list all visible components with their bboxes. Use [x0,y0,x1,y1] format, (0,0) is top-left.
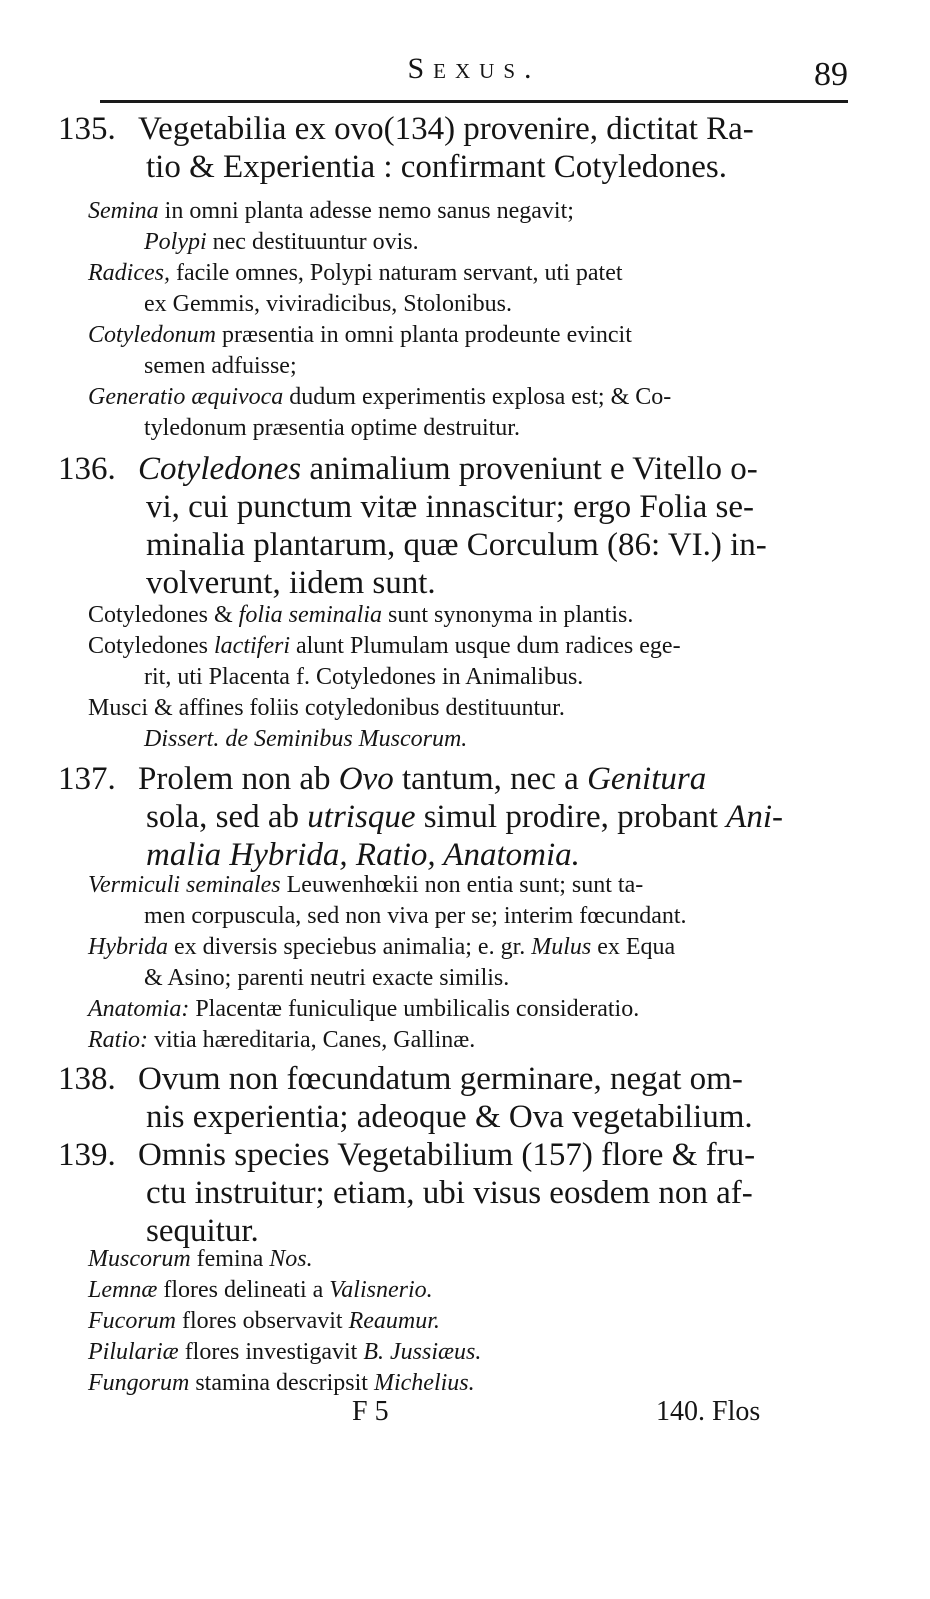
paragraph-term: malia Hybrida, Ratio, Anatomia. [146,837,580,873]
note-text: rit, uti Placenta f. Cotyledones in Animalibus. [144,664,584,690]
note-text: & Asino; parenti neutri exacte similis. [144,965,510,991]
paragraph-number: 135. [58,111,116,147]
note-term: Ratio: [88,1027,148,1053]
note-text: men corpuscula, sed non viva per se; interim fœcundant. [144,903,687,929]
note-term: Generatio æquivoca [88,384,284,410]
note-term: folia seminalia [238,602,382,628]
note-term: Polypi [144,229,207,255]
note-139 [88,1244,848,1399]
note-term: Radices, [88,260,170,286]
paragraph-text: animalium proveniunt e Vitello o- [301,451,758,487]
paragraph-term: Cotyledones [138,451,302,487]
paragraph-text: tantum, nec a [393,761,588,797]
paragraph-text: volverunt, iidem sunt. [146,565,436,601]
signature-mark: F 5 [352,1396,389,1427]
note-term: Pilulariæ [88,1339,179,1365]
paragraph-text: tio & Experientia : confirmant Cotyledones. [146,149,728,185]
note-135 [88,196,848,444]
paragraph-text: Vegetabilia ex ovo(134) provenire, dictitat Ra- [138,111,754,147]
note-text: Placentæ funiculique umbilicalis consideratio. [189,996,640,1022]
note-term: Reaumur. [348,1308,440,1334]
paragraph-text: ctu instruitur; etiam, ubi visus eosdem non af- [146,1175,753,1211]
note-text: ex diversis speciebus animalia; e. gr. [168,934,532,960]
paragraph-term: utrisque [307,799,416,835]
note-text: in omni planta adesse nemo sanus negavit; [158,198,574,224]
note-text: nec destituuntur ovis. [206,229,419,255]
paragraph-number: 137. [58,761,116,797]
running-title: Sexus. [407,52,541,85]
paragraph-number: 136. [58,451,116,487]
note-text: alunt Plumulam usque dum radices ege- [289,633,681,659]
note-text: Musci & affines foliis cotyledonibus destituuntur. [88,695,565,721]
paragraph-text: Ovum non fœcundatum germinare, negat om- [138,1061,743,1097]
note-term: Mulus [531,934,592,960]
note-text: ex Gemmis, viviradicibus, Stolonibus. [144,291,512,317]
paragraph-number: 138. [58,1061,116,1097]
paragraph-137 [58,760,853,874]
note-term: Nos. [269,1246,313,1272]
note-text: dudum experimentis explosa est; & Co- [283,384,672,410]
paragraph-text: Omnis species Vegetabilium (157) flore & fru- [138,1137,756,1173]
note-136 [88,600,848,755]
paragraph-text: Prolem non ab [138,761,339,797]
note-137 [88,870,848,1056]
note-text: sunt synonyma in plantis. [382,602,634,628]
note-text: flores observavit [175,1308,349,1334]
note-text: Cotyledones & [88,602,239,628]
note-term: B. Jussiæus. [363,1339,482,1365]
paragraph-term: Genitura [587,761,707,797]
paragraph-138 [58,1060,853,1136]
note-term: Muscorum [88,1246,191,1272]
note-term: Michelius. [373,1370,475,1396]
note-term: Hybrida [88,934,168,960]
paragraph-135 [58,110,853,186]
note-text: Leuwenhœkii non entia sunt; sunt ta- [280,872,644,898]
header-rule [100,100,848,103]
paragraph-text: minalia plantarum, quæ Corculum (86: VI.) in- [146,527,767,563]
note-text: femina [190,1246,270,1272]
note-text: tyledonum præsentia optime destruitur. [144,415,520,441]
note-term: lactiferi [214,633,290,659]
paragraph-text: nis experientia; adeoque & Ova vegetabilium. [146,1099,753,1135]
catchword: 140. Flos [656,1396,761,1427]
note-text: stamina descripsit [189,1370,374,1396]
note-term: Anatomia: [88,996,190,1022]
paragraph-text: vi, cui punctum vitæ innascitur; ergo Folia se- [146,489,754,525]
paragraph-number: 139. [58,1137,116,1173]
note-term: Valisnerio. [329,1277,433,1303]
note-text: vitia hæreditaria, Canes, Gallinæ. [148,1027,476,1053]
note-term: Fungorum [88,1370,190,1396]
note-term: Semina [88,198,159,224]
paragraph-text: simul prodire, probant [415,799,727,835]
note-text: præsentia in omni planta prodeunte evincit [215,322,632,348]
paragraph-136 [58,450,853,602]
note-term: Cotyledonum [88,322,216,348]
note-text: facile omnes, Polypi naturam servant, uti patet [169,260,623,286]
note-text: ex Equa [591,934,676,960]
note-term: Vermiculi seminales [88,872,281,898]
note-text: flores investigavit [178,1339,364,1365]
paragraph-text: sola, sed ab [146,799,308,835]
page-number: 89 [814,56,848,93]
running-header [100,52,848,100]
paragraph-text: sequitur. [146,1213,259,1249]
note-term: Lemnæ [88,1277,158,1303]
note-text: flores delineati a [157,1277,330,1303]
note-text: semen adfuisse; [144,353,297,379]
paragraph-139 [58,1136,853,1250]
note-text: Cotyledones [88,633,214,659]
note-citation: Dissert. de Seminibus Muscorum. [144,726,468,752]
paragraph-term: Ani- [726,799,783,835]
paragraph-term: Ovo [338,761,394,797]
note-term: Fucorum [88,1308,176,1334]
